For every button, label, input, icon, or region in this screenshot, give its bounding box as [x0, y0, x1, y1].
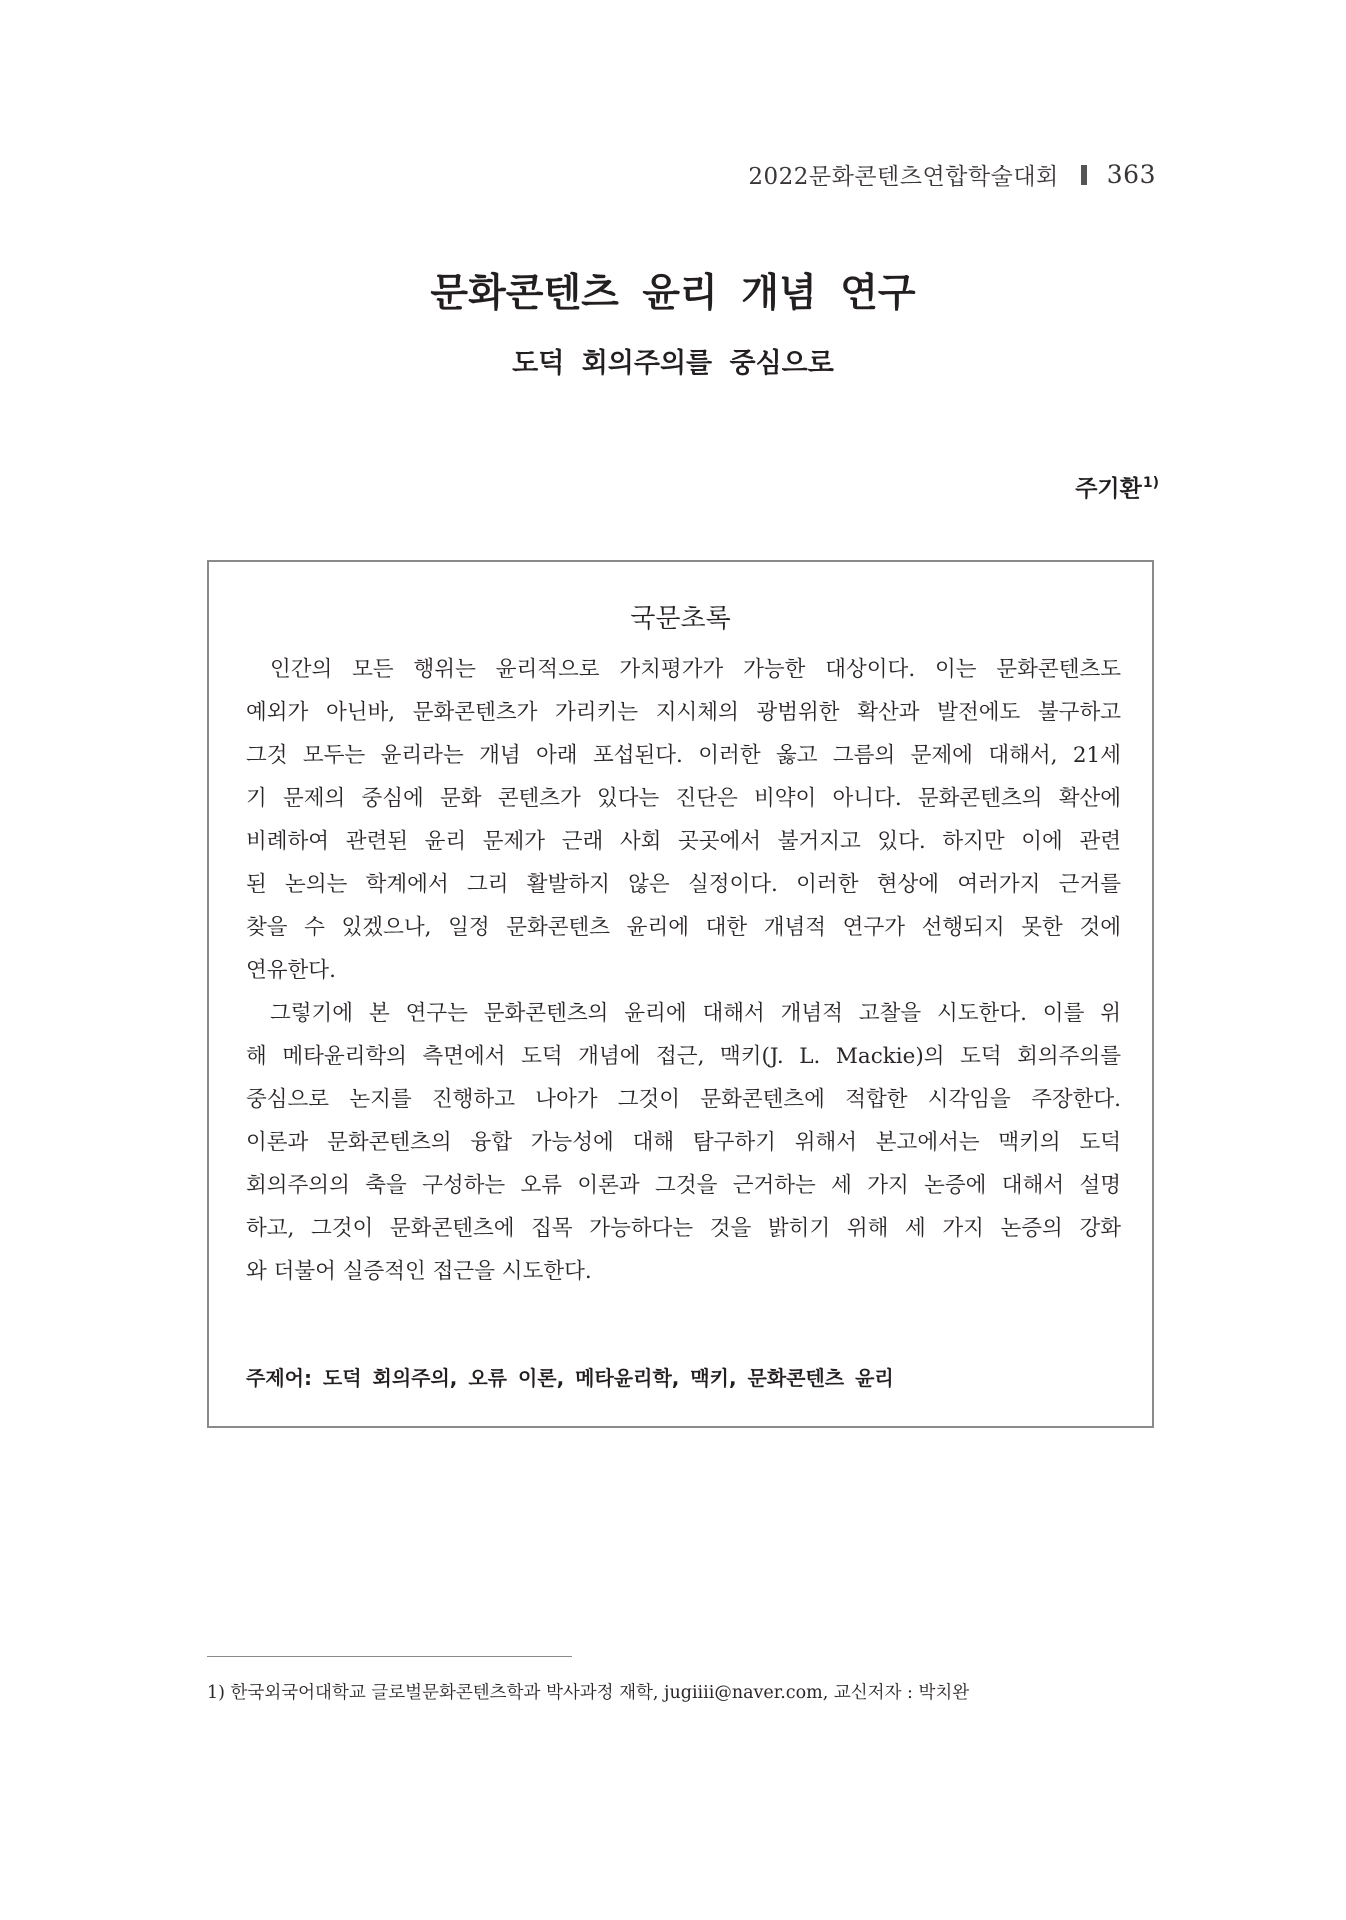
abstract-line: 중심으로 논지를 진행하고 나아가 그것이 문화콘텐츠에 적합한 시각임을 주장한다. [246, 1087, 1121, 1112]
header-separator [1081, 165, 1087, 185]
author-name: 주기환 [1075, 476, 1142, 502]
abstract-heading: 국문초록 [630, 604, 731, 634]
page-number: 363 [1106, 160, 1156, 189]
abstract-line: 그렇기에 본 연구는 문화콘텐츠의 윤리에 대해서 개념적 고찰을 시도한다. 이를 위 [270, 1001, 1121, 1026]
footnote: 1) 한국외국어대학교 글로벌문화콘텐츠학과 박사과정 재학, jugiiii@naver.com, 교신저자 : 박치완 [207, 1683, 970, 1703]
abstract-line: 된 논의는 학계에서 그리 활발하지 않은 실정이다. 이러한 현상에 여러가지 근거를 [246, 872, 1121, 897]
abstract-line: 기 문제의 중심에 문화 콘텐츠가 있다는 진단은 비약이 아니다. 문화콘텐츠의 확산에 [246, 786, 1121, 811]
abstract-line: 해 메타윤리학의 측면에서 도덕 개념에 접근, 맥키(J. L. Mackie)의 도덕 회의주의를 [246, 1044, 1121, 1069]
paper-subtitle: 도덕 회의주의를 중심으로 [512, 348, 834, 379]
abstract-line: 와 더불어 실증적인 접근을 시도한다. [246, 1259, 592, 1284]
author-footnote-mark: 1) [1142, 475, 1159, 492]
abstract-line: 회의주의의 축을 구성하는 오류 이론과 그것을 근거하는 세 가지 논증에 대해서 설명 [246, 1173, 1121, 1198]
abstract-line: 그것 모두는 윤리라는 개념 아래 포섭된다. 이러한 옳고 그름의 문제에 대해서, 21세 [246, 743, 1121, 768]
abstract-line: 예외가 아닌바, 문화콘텐츠가 가리키는 지시체의 광범위한 확산과 발전에도 불구하고 [246, 700, 1121, 725]
running-header [748, 158, 1156, 191]
abstract-line: 하고, 그것이 문화콘텐츠에 집목 가능하다는 것을 밝히기 위해 세 가지 논증의 강화 [246, 1216, 1121, 1241]
abstract-line: 인간의 모든 행위는 윤리적으로 가치평가가 가능한 대상이다. 이는 문화콘텐츠도 [270, 657, 1121, 682]
abstract-line: 이론과 문화콘텐츠의 융합 가능성에 대해 탐구하기 위해서 본고에서는 맥키의 도덕 [246, 1130, 1121, 1155]
keywords: 주제어: 도덕 회의주의, 오류 이론, 메타윤리학, 맥키, 문화콘텐츠 윤리 [246, 1366, 894, 1390]
abstract-line: 비례하여 관련된 윤리 문제가 근래 사회 곳곳에서 불거지고 있다. 하지만 이에 관련 [246, 829, 1121, 854]
abstract-box [207, 560, 1154, 1428]
author [1075, 470, 1159, 503]
footnote-divider [207, 1656, 572, 1657]
conference-name: 2022문화콘텐츠연합학술대회 [748, 164, 1059, 190]
abstract-line: 연유한다. [246, 958, 336, 983]
paper-title: 문화콘텐츠 윤리 개념 연구 [430, 271, 916, 316]
abstract-line: 찾을 수 있겠으나, 일정 문화콘텐츠 윤리에 대한 개념적 연구가 선행되지 못한 것에 [246, 915, 1121, 940]
abstract-body [246, 648, 1121, 1293]
